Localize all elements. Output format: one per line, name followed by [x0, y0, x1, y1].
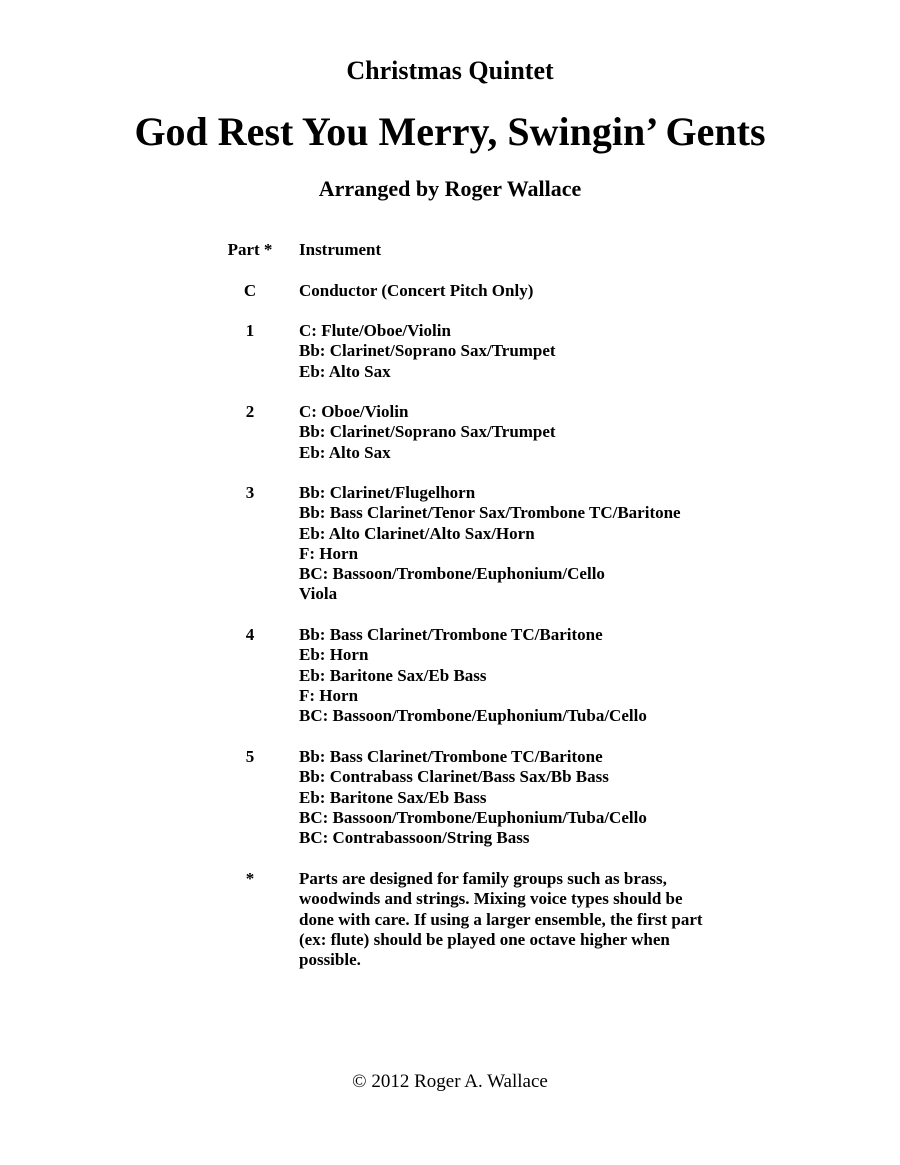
instrument-line: Eb: Baritone Sax/Eb Bass [299, 787, 487, 807]
instrument-line: Bb: Bass Clarinet/Tenor Sax/Trombone TC/Baritone [299, 503, 681, 523]
piece-title: God Rest You Merry, Swingin’ Gents [134, 109, 766, 154]
instrument-list [299, 281, 739, 301]
instrument-line: C: Oboe/Violin [299, 402, 409, 421]
footnote-marker: * [245, 869, 255, 888]
instrument-list [299, 625, 739, 726]
part-label: 2 [245, 402, 255, 421]
instrument-list [299, 402, 739, 463]
instrument-line: Bb: Bass Clarinet/Trombone TC/Baritone [299, 747, 603, 766]
instrument-line: F: Horn [299, 543, 359, 563]
part-label: 4 [245, 625, 255, 644]
ensemble-subtitle: Christmas Quintet [346, 56, 554, 85]
instrument-line: Bb: Bass Clarinet/Trombone TC/Baritone [299, 625, 603, 644]
instrument-line: BC: Contrabassoon/String Bass [299, 828, 530, 848]
arranger-credit: Arranged by Roger Wallace [318, 176, 582, 201]
footnote-line: possible. [299, 950, 361, 970]
instrument-line: Bb: Clarinet/Soprano Sax/Trumpet [299, 341, 556, 361]
instrument-line: Eb: Horn [299, 645, 369, 665]
instrument-column-header: Instrument [299, 240, 382, 259]
instrument-line: Conductor (Concert Pitch Only) [299, 281, 534, 300]
footnote-line: woodwinds and strings. Mixing voice types should be [299, 889, 683, 909]
instrument-line: C: Flute/Oboe/Violin [299, 321, 451, 340]
copyright-notice: © 2012 Roger A. Wallace [352, 1071, 548, 1092]
instrument-line: BC: Bassoon/Trombone/Euphonium/Tuba/Cello [299, 706, 647, 726]
instrument-line: Eb: Alto Sax [299, 361, 391, 381]
instrument-line: Viola [299, 584, 338, 604]
instrument-line: BC: Bassoon/Trombone/Euphonium/Cello [299, 564, 605, 584]
part-column-header: Part * [227, 240, 273, 259]
part-label: 3 [245, 483, 255, 502]
instrument-list [299, 747, 739, 848]
footnote-text [299, 869, 739, 970]
instrument-line: Eb: Baritone Sax/Eb Bass [299, 665, 487, 685]
part-label: 1 [245, 321, 255, 340]
footnote-line: done with care. If using a larger ensemble, the first part [299, 909, 703, 929]
instrument-line: BC: Bassoon/Trombone/Euphonium/Tuba/Cello [299, 807, 647, 827]
instrument-line: F: Horn [299, 685, 359, 705]
part-label: C [243, 281, 257, 300]
instrument-line: Bb: Clarinet/Soprano Sax/Trumpet [299, 422, 556, 442]
instrument-line: Eb: Alto Sax [299, 442, 391, 462]
footnote-line: (ex: flute) should be played one octave higher when [299, 929, 670, 949]
instrument-list [299, 483, 739, 605]
instrument-line: Bb: Clarinet/Flugelhorn [299, 483, 476, 502]
footnote-line: Parts are designed for family groups such as brass, [299, 869, 667, 888]
instrument-line: Bb: Contrabass Clarinet/Bass Sax/Bb Bass [299, 767, 609, 787]
instrument-list [299, 321, 739, 382]
part-label: 5 [245, 747, 255, 766]
instrument-line: Eb: Alto Clarinet/Alto Sax/Horn [299, 523, 535, 543]
